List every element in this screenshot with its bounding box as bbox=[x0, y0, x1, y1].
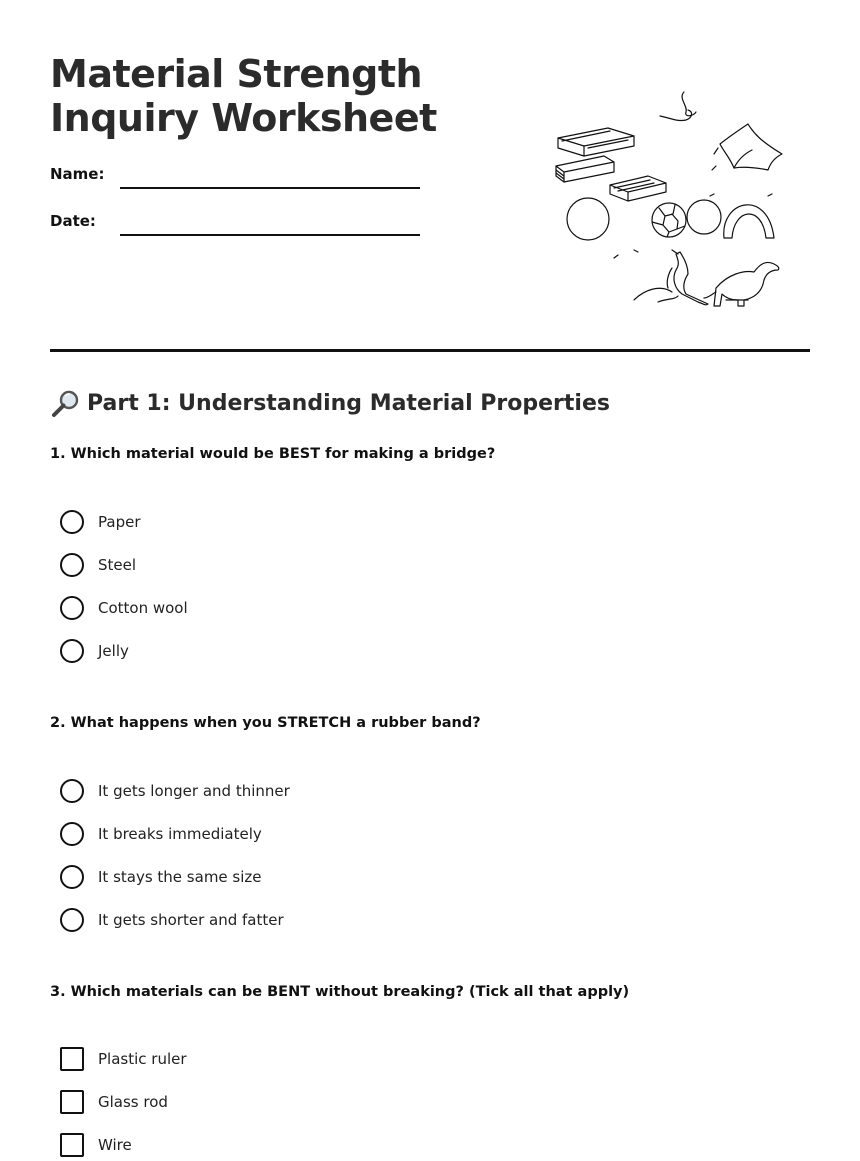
q2-option-same-size[interactable] bbox=[60, 864, 262, 890]
option-label: It gets shorter and fatter bbox=[98, 911, 284, 929]
radio-button-icon[interactable] bbox=[60, 553, 84, 577]
q2-option-shorter-fatter[interactable] bbox=[60, 907, 284, 933]
option-label: It breaks immediately bbox=[98, 825, 262, 843]
name-field[interactable] bbox=[120, 187, 420, 189]
q3-option-plastic-ruler[interactable] bbox=[60, 1046, 187, 1072]
part-1-heading-text: Part 1: Understanding Material Properties bbox=[87, 391, 610, 416]
title-line-2: Inquiry Worksheet bbox=[50, 96, 437, 140]
checkbox-icon[interactable] bbox=[60, 1090, 84, 1114]
radio-button-icon[interactable] bbox=[60, 639, 84, 663]
checkbox-icon[interactable] bbox=[60, 1047, 84, 1071]
option-label: Glass rod bbox=[98, 1093, 168, 1111]
checkbox-icon[interactable] bbox=[60, 1133, 84, 1157]
q3-option-wire[interactable] bbox=[60, 1132, 132, 1158]
q1-option-paper[interactable] bbox=[60, 509, 140, 535]
option-label: Cotton wool bbox=[98, 599, 188, 617]
string-icon bbox=[660, 92, 696, 121]
radio-button-icon[interactable] bbox=[60, 908, 84, 932]
materials-illustration-icon bbox=[548, 88, 798, 318]
title-line-1: Material Strength bbox=[50, 52, 423, 96]
q3-option-glass-rod[interactable] bbox=[60, 1089, 168, 1115]
magnifying-glass-icon bbox=[50, 389, 80, 419]
question-2-text: 2. What happens when you STRETCH a rubber band? bbox=[50, 715, 481, 731]
radio-button-icon[interactable] bbox=[60, 596, 84, 620]
kangaroo-icon bbox=[634, 250, 708, 305]
q1-option-cotton-wool[interactable] bbox=[60, 595, 188, 621]
spheres-icon bbox=[567, 194, 774, 258]
section-divider bbox=[50, 349, 810, 352]
date-field[interactable] bbox=[120, 234, 420, 236]
radio-button-icon[interactable] bbox=[60, 865, 84, 889]
q1-option-steel[interactable] bbox=[60, 552, 136, 578]
date-label: Date: bbox=[50, 212, 96, 230]
option-label: It gets longer and thinner bbox=[98, 782, 290, 800]
radio-button-icon[interactable] bbox=[60, 822, 84, 846]
part-1-heading bbox=[50, 388, 610, 420]
board-stack-icon bbox=[556, 128, 666, 201]
radio-button-icon[interactable] bbox=[60, 779, 84, 803]
option-label: Jelly bbox=[98, 642, 129, 660]
cloth-icon bbox=[712, 124, 782, 170]
question-1-text: 1. Which material would be BEST for making a bridge? bbox=[50, 446, 496, 462]
q2-option-breaks[interactable] bbox=[60, 821, 262, 847]
q2-option-longer-thinner[interactable] bbox=[60, 778, 290, 804]
radio-button-icon[interactable] bbox=[60, 510, 84, 534]
option-label: Steel bbox=[98, 556, 137, 574]
option-label: It stays the same size bbox=[98, 868, 262, 886]
q1-option-jelly[interactable] bbox=[60, 638, 129, 664]
worksheet-title bbox=[50, 52, 437, 140]
option-label: Paper bbox=[98, 513, 141, 531]
name-label: Name: bbox=[50, 165, 105, 183]
option-label: Plastic ruler bbox=[98, 1050, 187, 1068]
option-label: Wire bbox=[98, 1136, 132, 1154]
question-3-text: 3. Which materials can be BENT without breaking? (Tick all that apply) bbox=[50, 984, 630, 1000]
dinosaur-icon bbox=[704, 262, 779, 306]
